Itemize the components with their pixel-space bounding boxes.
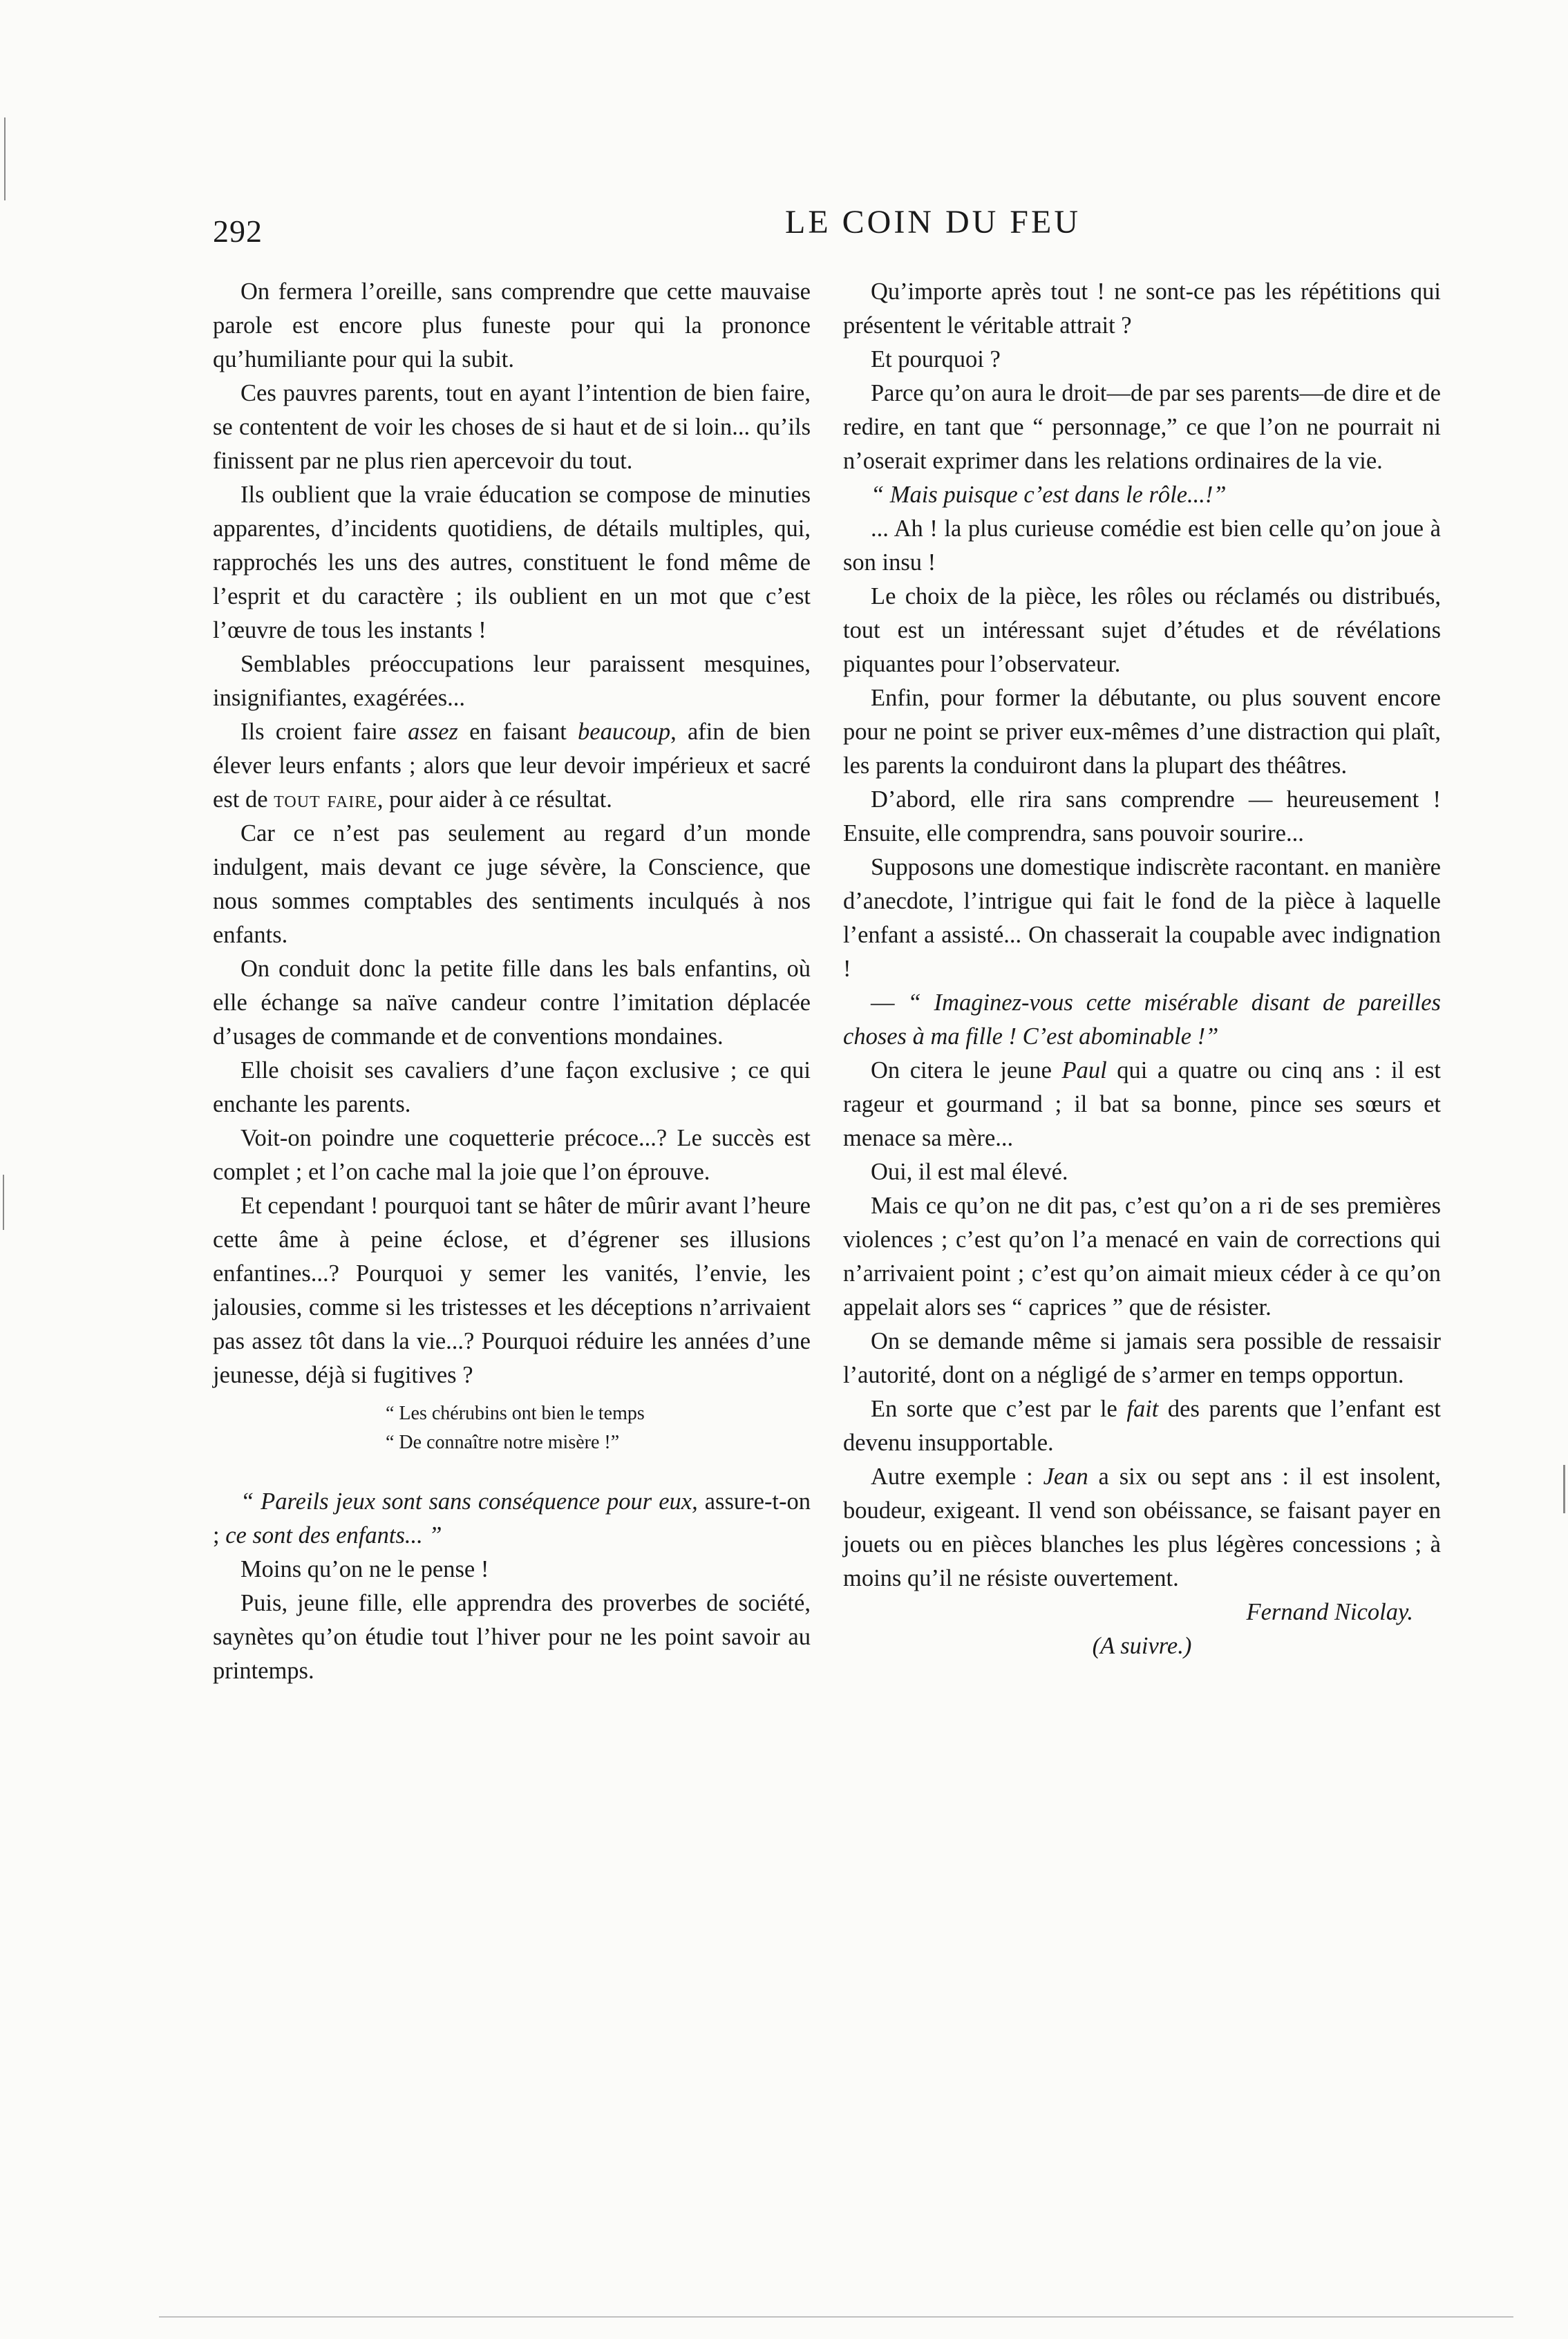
paragraph bbox=[843, 1460, 1441, 1595]
emphasis: assez bbox=[408, 719, 458, 745]
text-run: En sorte que c’est par le bbox=[871, 1396, 1127, 1422]
emphasis: Jean bbox=[1043, 1464, 1088, 1490]
paragraph: Qu’importe après tout ! ne sont-ce pas les répétitions qui présentent le véritable attrait ? bbox=[843, 278, 1441, 339]
paragraph: Et pourquoi ? bbox=[871, 346, 1001, 372]
verse-line: “ De connaître notre misère !” bbox=[386, 1432, 620, 1453]
right-column bbox=[843, 275, 1441, 1663]
emphasis: beaucoup bbox=[578, 719, 671, 745]
to-be-continued: (A suivre.) bbox=[1092, 1633, 1192, 1659]
emphasis: ce sont des enfants... ” bbox=[225, 1522, 442, 1549]
paragraph: ... Ah ! la plus curieuse comédie est bien celle qu’on joue à son insu ! bbox=[843, 515, 1441, 576]
emphasis: “ Pareils jeux sont sans conséquence pour eux, bbox=[240, 1488, 698, 1515]
paragraph: On fermera l’oreille, sans comprendre que cette mauvaise parole est encore plus funeste pour qui la prononce qu’humiliante pour qui la subit. bbox=[213, 278, 811, 372]
text-run: , pour aider à ce résultat. bbox=[377, 786, 612, 813]
text-run: Ils croient faire bbox=[240, 719, 408, 745]
paragraph bbox=[213, 715, 811, 817]
scan-edge-mark bbox=[1563, 1465, 1565, 1513]
running-title: LE COIN DU FEU bbox=[785, 204, 1081, 240]
paragraph: Car ce n’est pas seulement au regard d’un monde indulgent, mais devant ce juge sévère, la Conscience, que nous sommes comptables des sentiments inculqués à nos enfants. bbox=[213, 820, 811, 948]
verse-quote bbox=[213, 1399, 811, 1457]
scan-edge-mark bbox=[4, 117, 6, 200]
paragraph: On se demande même si jamais sera possible de ressaisir l’autorité, dont on a négligé de s’armer en temps opportun. bbox=[843, 1328, 1441, 1388]
paragraph: Ils oublient que la vraie éducation se compose de minuties apparentes, d’incidents quotidiens, de détails multiples, qui, rapprochés les uns des autres, constituent le fond même de l’esprit et du caractère ; ils oublient en un mot que c’est l’œuvre de tous les instants ! bbox=[213, 482, 811, 643]
paragraph: Parce qu’on aura le droit—de par ses parents—de dire et de redire, en tant que “ personnage,” ce que l’on ne pourrait ni n’oserait exprimer dans les relations ordinaires de la vie. bbox=[843, 380, 1441, 474]
paragraph: Semblables préoccupations leur paraissent mesquines, insignifiantes, exagérées... bbox=[213, 651, 811, 711]
text-run: des parents que l’enfant est devenu insupportable. bbox=[843, 1396, 1441, 1456]
paragraph: D’abord, elle rira sans comprendre — heureusement ! Ensuite, elle comprendra, sans pouvoir sourire... bbox=[843, 786, 1441, 846]
paragraph bbox=[213, 1485, 811, 1553]
left-column bbox=[213, 275, 811, 1688]
scan-bottom-edge bbox=[159, 2316, 1513, 2318]
paragraph bbox=[843, 986, 1441, 1054]
paragraph: Enfin, pour former la débutante, ou plus souvent encore pour ne point se priver eux-mêmes d’une distraction qui plaît, les parents la conduiront dans la plupart des théâtres. bbox=[843, 685, 1441, 779]
paragraph: Puis, jeune fille, elle apprendra des proverbes de société, saynètes qu’on étudie tout l’hiver pour ne les point savoir au printemps. bbox=[213, 1590, 811, 1684]
text-run: a six ou sept ans : il est insolent, boudeur, exigeant. Il vend son obéissance, se faisant payer en jouets ou en pièces blanches les plus légères concessions ; à moins qu’il ne résiste ouvertement. bbox=[843, 1464, 1441, 1591]
text-run: en faisant bbox=[457, 719, 578, 745]
text-run: Autre exemple : bbox=[871, 1464, 1043, 1490]
text-run: — bbox=[871, 989, 908, 1016]
paragraph bbox=[843, 478, 1441, 512]
emphasis: “ Imaginez-vous cette misérable disant de pareilles choses à ma fille ! C’est abominable !” bbox=[843, 989, 1441, 1050]
small-caps-emphasis: tout faire bbox=[274, 786, 377, 813]
paragraph: Et cependant ! pourquoi tant se hâter de mûrir avant l’heure cette âme à peine éclose, et d’égrener ses illusions enfantines...? Pourquoi y semer les vanités, l’envie, les jalousies, comme si les tristesses et les déceptions n’arrivaient pas assez tôt dans la vie...? Pourquoi réduire les années d’une jeunesse, déjà si fugitives ? bbox=[213, 1193, 811, 1388]
emphasis: fait bbox=[1126, 1396, 1159, 1422]
paragraph bbox=[843, 1392, 1441, 1460]
paragraph: Ces pauvres parents, tout en ayant l’intention de bien faire, se contentent de voir les choses de si haut et de si loin... qu’ils finissent par ne plus rien apercevoir du tout. bbox=[213, 380, 811, 474]
paragraph bbox=[843, 1054, 1441, 1155]
paragraph: Supposons une domestique indiscrète racontant. en manière d’anecdote, l’intrigue qui fait le fond de la pièce à laquelle l’enfant a assisté... On chasserait la coupable avec indignation ! bbox=[843, 854, 1441, 982]
scan-edge-mark bbox=[3, 1175, 4, 1230]
paragraph: Mais ce qu’on ne dit pas, c’est qu’on a ri de ses premières violences ; c’est qu’on l’a menacé en vain de corrections qui n’arrivaient point ; c’est qu’on aimait mieux céder à ce qu’on appelait alors ses “ caprices ” que de résister. bbox=[843, 1193, 1441, 1320]
emphasis: “ Mais puisque c’est dans le rôle...!” bbox=[871, 482, 1227, 508]
paragraph: On conduit donc la petite fille dans les bals enfantins, où elle échange sa naïve candeur contre l’imitation déplacée d’usages de commande et de conventions mondaines. bbox=[213, 956, 811, 1050]
text-run: qui a quatre ou cinq ans : il est rageur et gourmand ; il bat sa bonne, pince ses sœurs et menace sa mère... bbox=[843, 1057, 1441, 1151]
paragraph: Moins qu’on ne le pense ! bbox=[240, 1556, 489, 1582]
page-header bbox=[207, 200, 1430, 256]
paragraph: Le choix de la pièce, les rôles ou réclamés ou distribués, tout est un intéressant sujet d’études et de révélations piquantes pour l’observateur. bbox=[843, 583, 1441, 677]
text-run: assure-t-on ; bbox=[213, 1488, 811, 1549]
text-run: , afin de bien élever leurs enfants ; alors que leur devoir impérieux et sacré est de bbox=[213, 719, 811, 813]
page-number: 292 bbox=[213, 214, 263, 249]
author-signature: Fernand Nicolay. bbox=[1246, 1599, 1413, 1625]
text-run: On citera le jeune bbox=[871, 1057, 1062, 1083]
paragraph: Voit-on poindre une coquetterie précoce...? Le succès est complet ; et l’on cache mal la joie que l’on éprouve. bbox=[213, 1125, 811, 1185]
emphasis: Paul bbox=[1061, 1057, 1107, 1083]
verse-line: “ Les chérubins ont bien le temps bbox=[386, 1403, 645, 1424]
paragraph: Oui, il est mal élevé. bbox=[871, 1159, 1068, 1185]
paragraph: Elle choisit ses cavaliers d’une façon exclusive ; ce qui enchante les parents. bbox=[213, 1057, 811, 1117]
